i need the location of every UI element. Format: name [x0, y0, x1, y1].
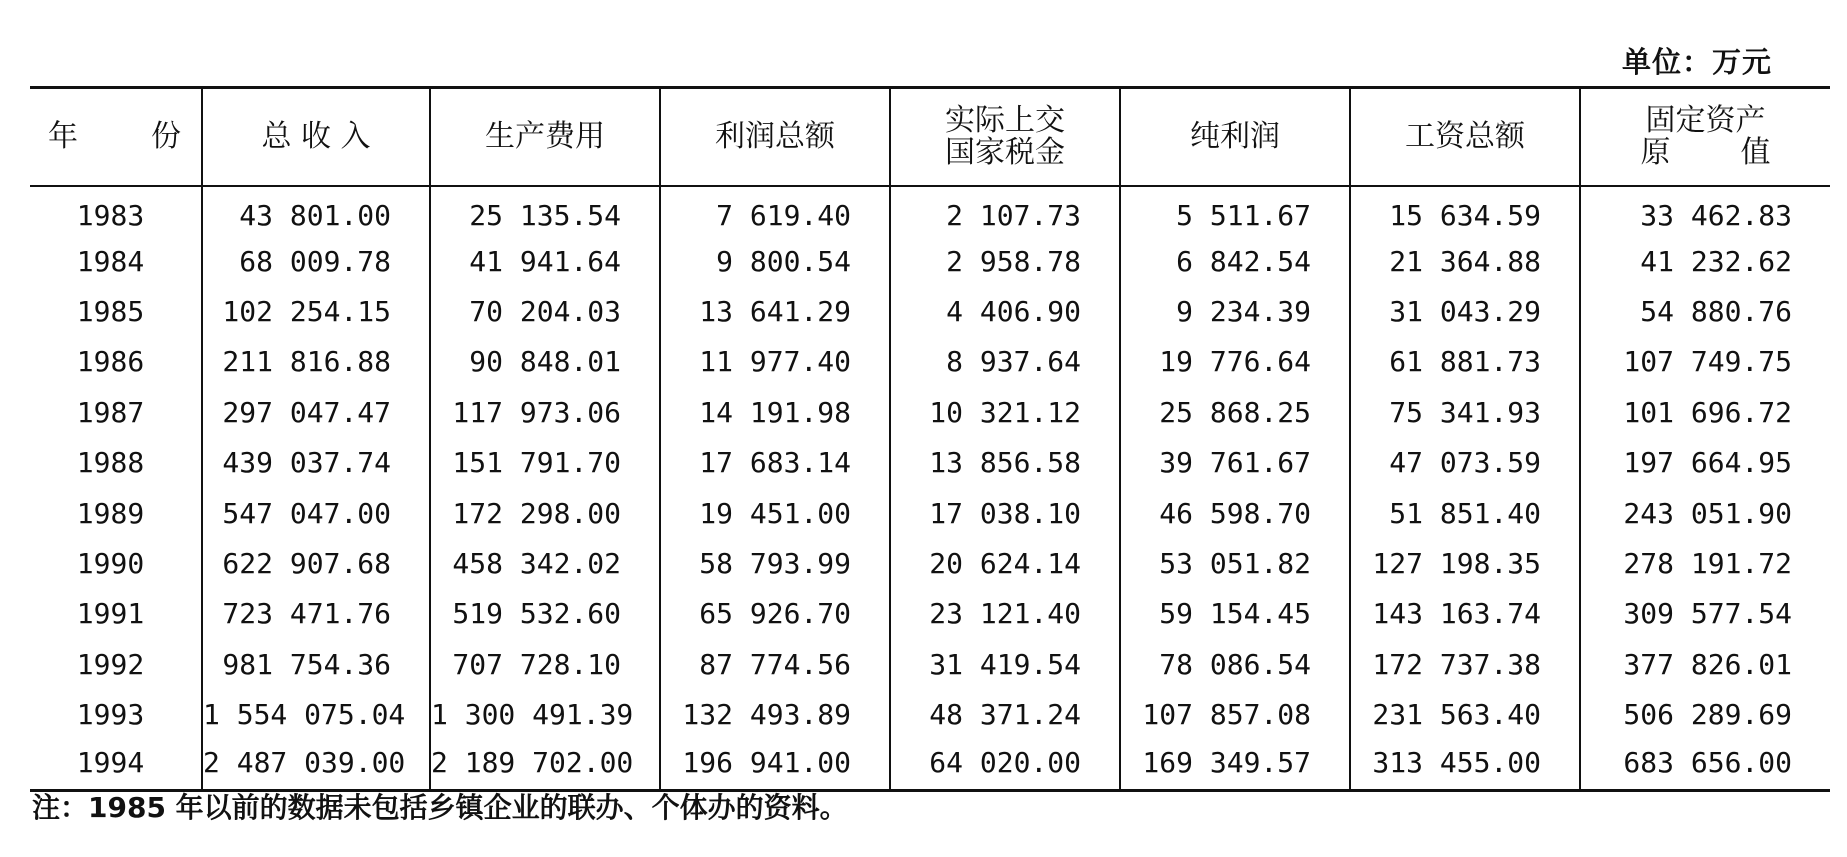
table-row — [30, 286, 1830, 336]
cell-year: 1986 — [76, 345, 145, 379]
cell-year: 1989 — [76, 496, 145, 530]
cell-total-wages: 61 881.73 — [1350, 337, 1580, 387]
cell-total-profit: 17 683.14 — [660, 437, 890, 487]
table-row — [30, 236, 1830, 286]
cell-total-wages: 15 634.59 — [1350, 186, 1580, 236]
cell-total-profit: 132 493.89 — [660, 689, 890, 739]
header-total-income: 总 收 入 — [202, 88, 430, 186]
cell-tax: 10 321.12 — [890, 387, 1120, 437]
cell-production-cost: 151 791.70 — [430, 437, 660, 487]
cell-total-income: 622 907.68 — [202, 538, 430, 588]
cell-total-wages: 51 851.40 — [1350, 488, 1580, 538]
cell-production-cost: 2 189 702.00 — [430, 740, 660, 790]
cell-total-income: 547 047.00 — [202, 488, 430, 538]
header-year-part1: 年 — [48, 118, 78, 154]
cell-year: 1984 — [76, 244, 145, 278]
header-year-part2: 份 — [151, 118, 181, 154]
cell-year: 1988 — [76, 446, 145, 480]
cell-total-profit: 196 941.00 — [660, 740, 890, 790]
cell-total-wages: 127 198.35 — [1350, 538, 1580, 588]
cell-net-profit: 19 776.64 — [1120, 337, 1350, 387]
header-tax — [890, 88, 1120, 186]
cell-net-profit: 25 868.25 — [1120, 387, 1350, 437]
cell-year: 1985 — [76, 294, 145, 328]
cell-net-profit: 59 154.45 — [1120, 589, 1350, 639]
cell-production-cost: 172 298.00 — [430, 488, 660, 538]
header-tax-line1: 实际上交 — [945, 102, 1065, 138]
footnote: 注：1985 年以前的数据未包括乡镇企业的联办、个体办的资料。 — [32, 791, 848, 824]
cell-fixed-assets: 41 232.62 — [1580, 236, 1830, 286]
cell-total-income: 68 009.78 — [202, 236, 430, 286]
cell-total-wages: 231 563.40 — [1350, 689, 1580, 739]
cell-total-profit: 13 641.29 — [660, 286, 890, 336]
cell-year: 1990 — [76, 546, 145, 580]
data-table — [30, 86, 1830, 792]
cell-fixed-assets: 107 749.75 — [1580, 337, 1830, 387]
cell-tax: 31 419.54 — [890, 639, 1120, 689]
cell-total-income: 297 047.47 — [202, 387, 430, 437]
cell-tax: 23 121.40 — [890, 589, 1120, 639]
cell-total-profit: 9 800.54 — [660, 236, 890, 286]
cell-production-cost: 1 300 491.39 — [430, 689, 660, 739]
table-row — [30, 488, 1830, 538]
header-year — [30, 88, 202, 186]
header-fixed-assets — [1580, 88, 1830, 186]
cell-fixed-assets: 197 664.95 — [1580, 437, 1830, 487]
cell-total-profit: 65 926.70 — [660, 589, 890, 639]
cell-tax: 4 406.90 — [890, 286, 1120, 336]
header-tax-line2: 国家税金 — [945, 134, 1065, 170]
cell-total-income: 1 554 075.04 — [202, 689, 430, 739]
data-table-container — [30, 86, 1830, 792]
cell-total-wages: 143 163.74 — [1350, 589, 1580, 639]
cell-total-wages: 47 073.59 — [1350, 437, 1580, 487]
cell-tax: 13 856.58 — [890, 437, 1120, 487]
cell-total-income: 211 816.88 — [202, 337, 430, 387]
cell-net-profit: 46 598.70 — [1120, 488, 1350, 538]
table-row — [30, 589, 1830, 639]
cell-fixed-assets: 278 191.72 — [1580, 538, 1830, 588]
header-total-profit: 利润总额 — [660, 88, 890, 186]
cell-year: 1993 — [76, 698, 145, 732]
cell-fixed-assets: 101 696.72 — [1580, 387, 1830, 437]
header-net-profit: 纯利润 — [1120, 88, 1350, 186]
cell-total-profit: 19 451.00 — [660, 488, 890, 538]
cell-production-cost: 25 135.54 — [430, 186, 660, 236]
cell-total-income: 43 801.00 — [202, 186, 430, 236]
cell-fixed-assets: 309 577.54 — [1580, 589, 1830, 639]
header-fixed-assets-line1: 固定资产 — [1645, 102, 1766, 138]
cell-total-income: 723 471.76 — [202, 589, 430, 639]
cell-total-profit: 58 793.99 — [660, 538, 890, 588]
table-row — [30, 538, 1830, 588]
cell-year: 1992 — [76, 647, 145, 681]
table-row — [30, 186, 1830, 236]
cell-net-profit: 39 761.67 — [1120, 437, 1350, 487]
cell-total-profit: 87 774.56 — [660, 639, 890, 689]
cell-total-income: 102 254.15 — [202, 286, 430, 336]
cell-total-wages: 313 455.00 — [1350, 740, 1580, 790]
cell-tax: 20 624.14 — [890, 538, 1120, 588]
cell-year: 1991 — [76, 597, 145, 631]
cell-production-cost: 70 204.03 — [430, 286, 660, 336]
cell-year: 1994 — [30, 740, 202, 790]
cell-fixed-assets: 506 289.69 — [1580, 689, 1830, 739]
cell-fixed-assets: 243 051.90 — [1580, 488, 1830, 538]
table-row — [30, 689, 1830, 739]
table-row — [30, 740, 1830, 790]
cell-net-profit: 53 051.82 — [1120, 538, 1350, 588]
cell-total-wages: 31 043.29 — [1350, 286, 1580, 336]
cell-net-profit: 78 086.54 — [1120, 639, 1350, 689]
cell-production-cost: 458 342.02 — [430, 538, 660, 588]
cell-production-cost: 707 728.10 — [430, 639, 660, 689]
cell-total-income: 981 754.36 — [202, 639, 430, 689]
cell-production-cost: 117 973.06 — [430, 387, 660, 437]
cell-total-wages: 172 737.38 — [1350, 639, 1580, 689]
cell-tax: 8 937.64 — [890, 337, 1120, 387]
cell-tax: 64 020.00 — [890, 740, 1120, 790]
cell-net-profit: 169 349.57 — [1120, 740, 1350, 790]
table-row — [30, 387, 1830, 437]
table-row — [30, 337, 1830, 387]
header-row — [30, 88, 1830, 186]
header-total-wages: 工资总额 — [1350, 88, 1580, 186]
cell-total-wages: 75 341.93 — [1350, 387, 1580, 437]
cell-net-profit: 6 842.54 — [1120, 236, 1350, 286]
cell-production-cost: 519 532.60 — [430, 589, 660, 639]
cell-year: 1983 — [76, 198, 145, 232]
cell-net-profit: 5 511.67 — [1120, 186, 1350, 236]
cell-production-cost: 90 848.01 — [430, 337, 660, 387]
cell-tax: 2 958.78 — [890, 236, 1120, 286]
cell-total-profit: 7 619.40 — [660, 186, 890, 236]
cell-total-profit: 11 977.40 — [660, 337, 890, 387]
cell-total-income: 2 487 039.00 — [202, 740, 430, 790]
table-body — [30, 186, 1830, 791]
cell-total-wages: 21 364.88 — [1350, 236, 1580, 286]
cell-total-profit: 14 191.98 — [660, 387, 890, 437]
header-fixed-assets-line2: 原 值 — [1640, 134, 1771, 170]
cell-net-profit: 107 857.08 — [1120, 689, 1350, 739]
cell-fixed-assets: 683 656.00 — [1580, 740, 1830, 790]
table-header — [30, 88, 1830, 186]
cell-tax: 2 107.73 — [890, 186, 1120, 236]
unit-label: 单位：万元 — [1621, 45, 1772, 79]
cell-fixed-assets: 33 462.83 — [1580, 186, 1830, 236]
cell-tax: 48 371.24 — [890, 689, 1120, 739]
cell-year: 1987 — [76, 395, 145, 429]
table-row — [30, 437, 1830, 487]
table-row — [30, 639, 1830, 689]
cell-production-cost: 41 941.64 — [430, 236, 660, 286]
cell-net-profit: 9 234.39 — [1120, 286, 1350, 336]
cell-fixed-assets: 377 826.01 — [1580, 639, 1830, 689]
cell-total-income: 439 037.74 — [202, 437, 430, 487]
cell-fixed-assets: 54 880.76 — [1580, 286, 1830, 336]
cell-tax: 17 038.10 — [890, 488, 1120, 538]
header-production-cost: 生产费用 — [430, 88, 660, 186]
